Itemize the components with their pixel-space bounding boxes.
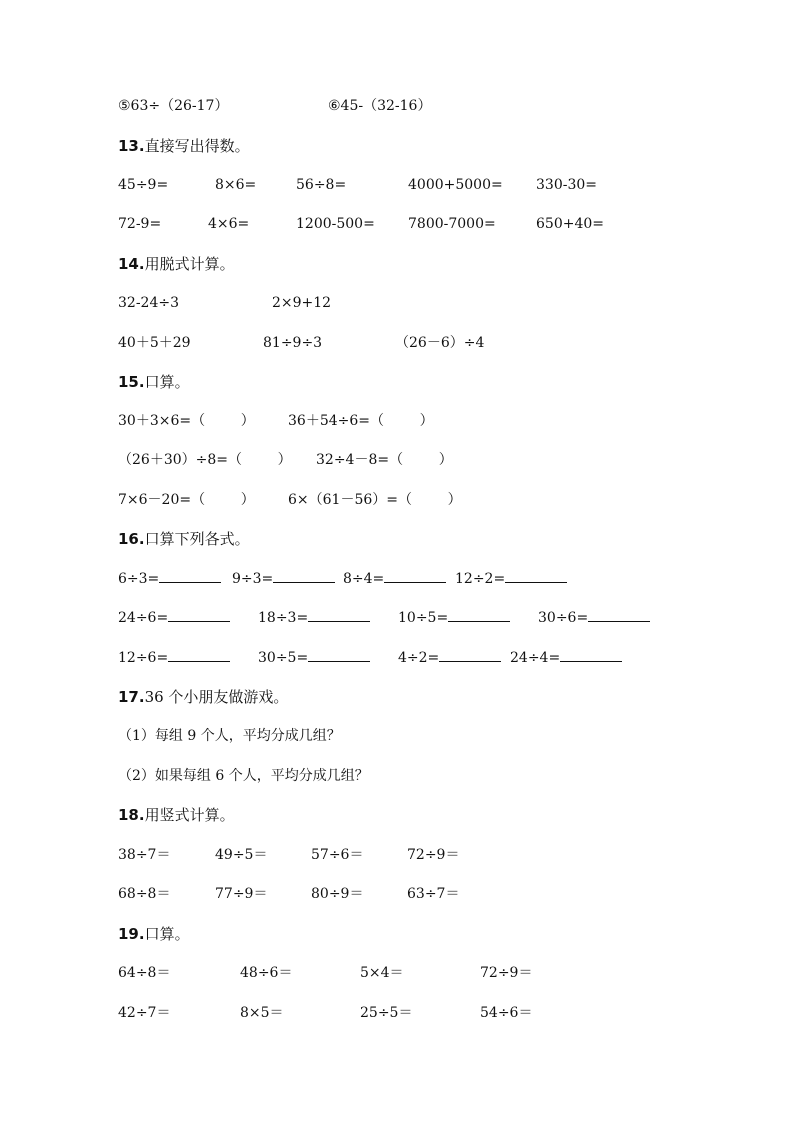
q17-sub-2-row: [0, 764, 793, 788]
q16-item: 12÷2=: [455, 571, 506, 587]
q16-row-3: [0, 646, 793, 670]
answer-blank[interactable]: [439, 648, 501, 662]
q15-heading: [0, 370, 793, 394]
q12-item-row: [0, 94, 793, 118]
q14-item: 2×9+12: [272, 295, 332, 311]
q14-row-1: [0, 291, 793, 315]
q17-sub-1-row: [0, 724, 793, 748]
q17-heading: [0, 685, 793, 709]
q17-number: 17.: [118, 688, 145, 706]
q13-item: 72-9=: [118, 216, 162, 232]
q18-row-1: [0, 843, 793, 867]
q14-item: 40＋5＋29: [118, 335, 191, 351]
q16-item: 30÷5=: [258, 650, 309, 666]
answer-blank[interactable]: [560, 648, 622, 662]
q13-item: 8×6=: [215, 177, 257, 193]
answer-blank[interactable]: [308, 608, 370, 622]
q19-item: 64÷8＝: [118, 965, 171, 981]
q19-item: 72÷9＝: [480, 965, 533, 981]
q14-item: （26－6）÷4: [395, 335, 485, 351]
q17-title: 36 个小朋友做游戏。: [144, 688, 289, 706]
q16-item: 30÷6=: [538, 610, 589, 626]
q19-item: 48÷6＝: [240, 965, 293, 981]
q14-heading: [0, 252, 793, 276]
q19-item: 5×4＝: [360, 965, 404, 981]
q14-number: 14.: [118, 255, 145, 273]
q18-item: 77÷9＝: [215, 886, 268, 902]
q15-item: 6×（61－56）=（ ）: [288, 492, 462, 508]
answer-blank[interactable]: [448, 608, 510, 622]
q18-item: 57÷6＝: [311, 847, 364, 863]
q12-item-5: ⑤63÷（26-17）: [118, 98, 229, 114]
q17-sub-question-1: （1）每组 9 个人，平均分成几组？: [118, 728, 341, 744]
q13-heading: [0, 134, 793, 158]
q14-item: 32-24÷3: [118, 295, 179, 311]
answer-blank[interactable]: [588, 608, 650, 622]
q17-sub-question-2: （2）如果每组 6 个人，平均分成几组？: [118, 768, 369, 784]
q18-item: 49÷5＝: [215, 847, 268, 863]
q18-heading: [0, 803, 793, 827]
answer-blank[interactable]: [273, 569, 335, 583]
q13-item: 1200-500=: [296, 216, 375, 232]
q19-title: 口算。: [144, 925, 190, 943]
q16-item: 24÷6=: [118, 610, 169, 626]
q15-row-1: [0, 409, 793, 433]
q18-number: 18.: [118, 806, 145, 824]
q15-item: 30＋3×6=（ ）: [118, 413, 255, 429]
q14-item: 81÷9÷3: [263, 335, 323, 351]
q16-item: 8÷4=: [343, 571, 385, 587]
q13-number: 13.: [118, 137, 145, 155]
answer-blank[interactable]: [384, 569, 446, 583]
q19-row-1: [0, 961, 793, 985]
answer-blank[interactable]: [159, 569, 221, 583]
q16-item: 10÷5=: [398, 610, 449, 626]
q19-row-2: [0, 1001, 793, 1025]
q18-item: 38÷7＝: [118, 847, 171, 863]
q13-row-1: [0, 173, 793, 197]
q16-item: 12÷6=: [118, 650, 169, 666]
q15-number: 15.: [118, 373, 145, 391]
q16-item: 6÷3=: [118, 571, 160, 587]
q15-item: （26＋30）÷8=（ ）: [118, 452, 292, 468]
q13-item: 4000+5000=: [408, 177, 503, 193]
q15-row-3: [0, 488, 793, 512]
q14-row-2: [0, 331, 793, 355]
q13-row-2: [0, 212, 793, 236]
q15-item: 7×6－20=（ ）: [118, 492, 255, 508]
q18-title: 用竖式计算。: [144, 806, 235, 824]
q16-item: 18÷3=: [258, 610, 309, 626]
q16-item: 24÷4=: [510, 650, 561, 666]
q16-heading: [0, 527, 793, 551]
answer-blank[interactable]: [505, 569, 567, 583]
q18-item: 68÷8＝: [118, 886, 171, 902]
q13-item: 7800-7000=: [408, 216, 496, 232]
answer-blank[interactable]: [168, 608, 230, 622]
q15-item: 36＋54÷6=（ ）: [288, 413, 434, 429]
answer-blank[interactable]: [308, 648, 370, 662]
q13-item: 4×6=: [208, 216, 250, 232]
q19-item: 42÷7＝: [118, 1005, 171, 1021]
q18-row-2: [0, 882, 793, 906]
q16-title: 口算下列各式。: [144, 530, 250, 548]
q19-number: 19.: [118, 925, 145, 943]
q13-item: 330-30=: [536, 177, 597, 193]
q16-item: 4÷2=: [398, 650, 440, 666]
q18-item: 63÷7＝: [407, 886, 460, 902]
q13-title: 直接写出得数。: [144, 137, 250, 155]
q14-title: 用脱式计算。: [144, 255, 235, 273]
q13-item: 45÷9=: [118, 177, 169, 193]
q19-item: 25÷5＝: [360, 1005, 413, 1021]
answer-blank[interactable]: [168, 648, 230, 662]
q16-row-1: [0, 567, 793, 591]
q16-item: 9÷3=: [232, 571, 274, 587]
q15-row-2: [0, 448, 793, 472]
q16-number: 16.: [118, 530, 145, 548]
q12-item-6: ⑥45-（32-16）: [328, 98, 432, 114]
q13-item: 650+40=: [536, 216, 604, 232]
q19-heading: [0, 922, 793, 946]
q19-item: 8×5＝: [240, 1005, 284, 1021]
q16-row-2: [0, 606, 793, 630]
q19-item: 54÷6＝: [480, 1005, 533, 1021]
q15-item: 32÷4－8=（ ）: [316, 452, 453, 468]
q15-title: 口算。: [144, 373, 190, 391]
q18-item: 80÷9＝: [311, 886, 364, 902]
q13-item: 56÷8=: [296, 177, 347, 193]
q18-item: 72÷9＝: [407, 847, 460, 863]
